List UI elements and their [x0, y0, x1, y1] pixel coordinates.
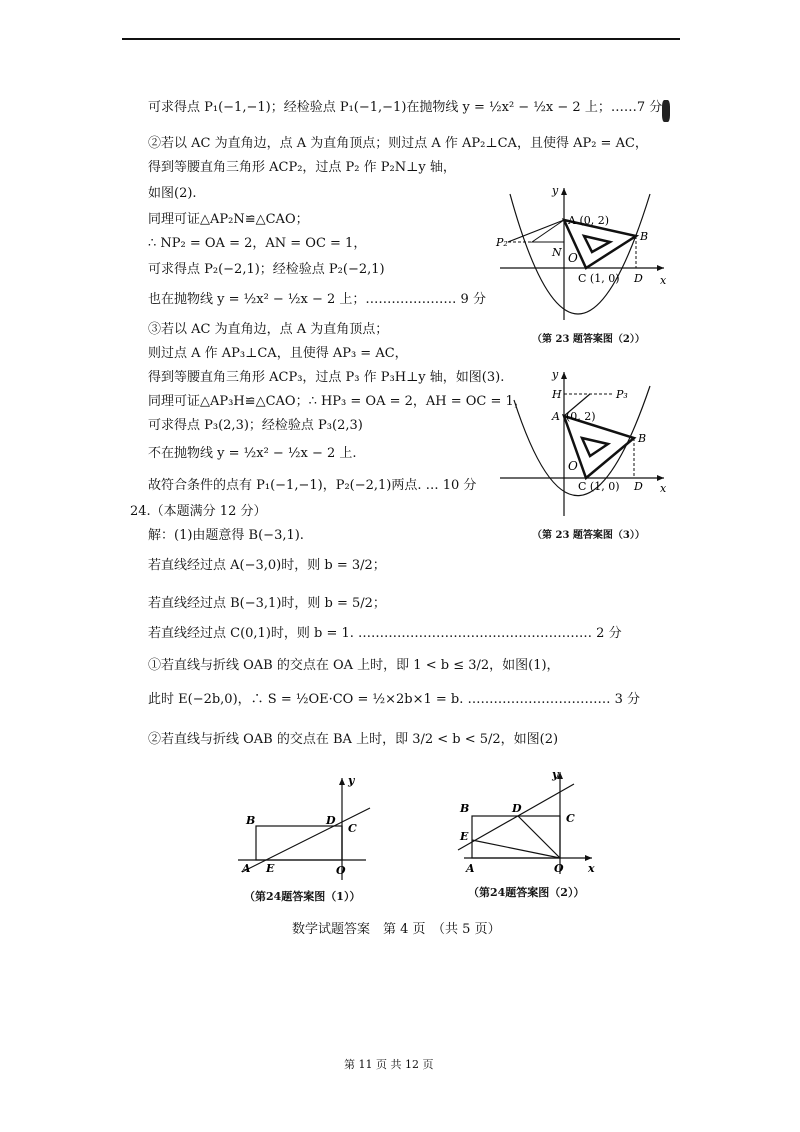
text-line-8: 也在抛物线 y = ½x² − ½x − 2 上；………………… 9 分 — [148, 292, 486, 307]
caption-fig24-2: （第24题答案图（2）） — [468, 886, 585, 899]
fig23-2-C-label: C (1, 0) — [578, 272, 620, 285]
fig23-3-C-label: C (1, 0) — [578, 480, 620, 493]
text-line-22: 此时 E(−2b,0)，∴ S = ½OE·CO = ½×2b×1 = b. …………………………… 3 分 — [148, 692, 641, 707]
fig23-2-y-label: y — [552, 184, 559, 197]
figure-24-1 — [236, 772, 386, 882]
fig23-2-P2-label: P₂ — [496, 236, 508, 249]
fig24-1-y-label: y — [348, 774, 355, 787]
fig24-1-E-label: E — [266, 862, 275, 875]
fig24-1-C-label: C — [348, 822, 357, 835]
text-line-17: 解：(1)由题意得 B(−3,1). — [148, 528, 304, 543]
fig23-3-A-coord: (0, 2) — [566, 410, 596, 423]
text-line-3: 得到等腰直角三角形 ACP₂，过点 P₂ 作 P₂N⊥y 轴， — [148, 160, 456, 175]
text-line-11: 得到等腰直角三角形 ACP₃，过点 P₃ 作 P₃H⊥y 轴，如图(3). — [148, 370, 505, 385]
fig23-2-N-label: N — [552, 246, 562, 259]
text-line-2: ②若以 AC 为直角边，点 A 为直角顶点；则过点 A 作 AP₂⊥CA，且使得 AP₂ = AC， — [148, 136, 648, 151]
text-line-6: ∴ NP₂ = OA = 2，AN = OC = 1， — [148, 236, 367, 251]
caption-fig23-3: （第 23 题答案图（3）） — [532, 530, 645, 541]
fig24-2-A-label: A — [466, 862, 475, 875]
fig24-1-D-label: D — [326, 814, 336, 827]
fig24-2-x-label: x — [588, 862, 595, 875]
figure-24-2 — [456, 768, 606, 878]
figure-23-3 — [492, 368, 672, 518]
text-line-16: 24.（本题满分 12 分） — [130, 504, 267, 519]
fig24-2-C-label: C — [566, 812, 575, 825]
text-line-12: 同理可证△AP₃H≌△CAO；∴ HP₃ = OA = 2，AH = OC = 1， — [148, 394, 527, 409]
fig24-2-E-label: E — [460, 830, 469, 843]
text-line-13: 可求得点 P₃(2,3)；经检验点 P₃(2,3) — [148, 418, 363, 433]
fig24-2-D-label: D — [512, 802, 522, 815]
fig24-2-B-label: B — [460, 802, 470, 815]
fig23-2-A-label: A (0, 2) — [568, 214, 610, 227]
fig23-3-B-label: B — [638, 432, 647, 445]
fig23-3-A-label: A — [552, 410, 560, 423]
text-line-5: 同理可证△AP₂N≌△CAO； — [148, 212, 309, 227]
text-line-10: 则过点 A 作 AP₃⊥CA，且使得 AP₃ = AC， — [148, 346, 408, 361]
text-line-18: 若直线经过点 A(−3,0)时，则 b = 3/2； — [148, 558, 386, 573]
fig23-2-x-label: x — [660, 274, 667, 287]
fig23-2-D-label: D — [634, 272, 643, 285]
text-line-9: ③若以 AC 为直角边，点 A 为直角顶点； — [148, 322, 389, 337]
text-line-7: 可求得点 P₂(−2,1)；经检验点 P₂(−2,1) — [148, 262, 385, 277]
text-line-21: ①若直线与折线 OAB 的交点在 OA 上时，即 1 < b ≤ 3/2，如图(1)， — [148, 658, 560, 673]
fig23-2-O-label: O — [568, 251, 578, 265]
text-line-19: 若直线经过点 B(−3,1)时，则 b = 5/2； — [148, 596, 386, 611]
fig23-3-H-label: H — [552, 388, 562, 401]
caption-fig24-1: （第24题答案图（1）） — [244, 890, 361, 903]
fig24-2-y-label: y — [552, 768, 559, 781]
fig23-3-P3-label: P₃ — [616, 388, 628, 401]
text-line-1: 可求得点 P₁(−1,−1)；经检验点 P₁(−1,−1)在抛物线 y = ½x² − ½x − 2 上；……7 分 — [148, 100, 663, 115]
fig24-1-B-label: B — [246, 814, 256, 827]
scan-smudge — [662, 100, 670, 122]
top-rule — [122, 38, 680, 40]
fig23-2-B-label: B — [640, 230, 649, 243]
fig23-3-y-label: y — [552, 368, 559, 381]
fig24-1-A-label: A — [242, 862, 251, 875]
text-line-20: 若直线经过点 C(0,1)时，则 b = 1. ……………………………………………… 2 分 — [148, 626, 622, 641]
figure-23-2 — [492, 184, 672, 324]
text-line-4: 如图(2). — [148, 186, 197, 201]
fig24-2-O-label: O — [554, 862, 564, 875]
fig24-1-O-label: O — [336, 864, 346, 877]
text-line-15: 故符合条件的点有 P₁(−1,−1)，P₂(−2,1)两点. … 10 分 — [148, 478, 477, 493]
text-line-23: ②若直线与折线 OAB 的交点在 BA 上时，即 3/2 < b < 5/2，如图(2) — [148, 732, 559, 747]
caption-fig23-2: （第 23 题答案图（2）） — [532, 334, 645, 345]
fig23-3-x-label: x — [660, 482, 667, 495]
fig23-3-D-label: D — [634, 480, 643, 493]
text-line-14: 不在抛物线 y = ½x² − ½x − 2 上. — [148, 446, 357, 461]
document-page-number: 第 11 页 共 12 页 — [344, 1058, 434, 1071]
answer-page-footer: 数学试题答案 第 4 页 （共 5 页） — [292, 922, 501, 937]
fig23-3-O-label: O — [568, 459, 578, 473]
